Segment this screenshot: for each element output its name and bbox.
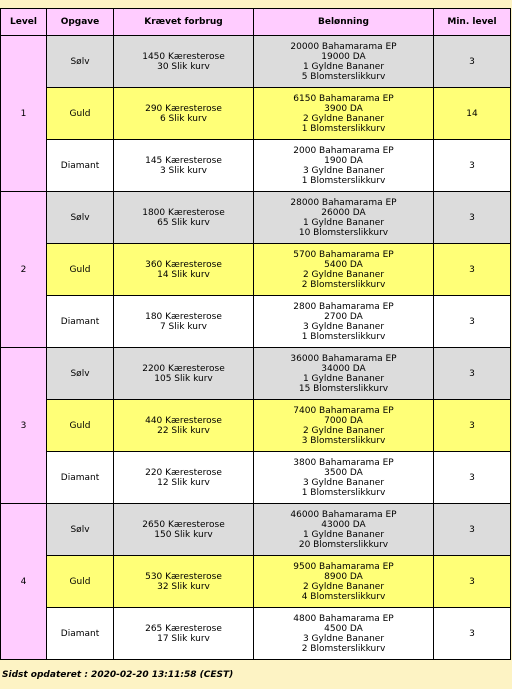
level-cell: 4: [1, 504, 47, 660]
belonning-cell: [254, 192, 434, 244]
belonning-cell-line: 7400 Bahamarama EP: [293, 405, 394, 416]
belonning-cell-line: 4 Blomsterslikkurv: [301, 591, 386, 602]
belonning-cell-line: 2 Gyldne Bananer: [302, 113, 385, 124]
forbrug-cell: [114, 88, 254, 140]
table-row: [1, 400, 511, 452]
quest-table: [0, 8, 511, 660]
forbrug-cell: [114, 452, 254, 504]
last-updated-text: Sidst opdateret : 2020-02-20 13:11:58 (CEST): [2, 670, 234, 680]
table-row: [1, 140, 511, 192]
forbrug-cell: [114, 608, 254, 660]
belonning-cell: [254, 36, 434, 88]
header-forbrug: Krævet forbrug: [114, 9, 254, 36]
forbrug-cell: [114, 400, 254, 452]
table-row: [1, 296, 511, 348]
belonning-cell-line: 2 Blomsterslikkurv: [301, 279, 386, 290]
table-header-row: [1, 9, 511, 36]
min-level-cell: 3: [434, 556, 511, 608]
forbrug-cell-line: 22 Slik kurv: [157, 425, 210, 436]
forbrug-cell-line: 145 Kæresterose: [145, 155, 222, 166]
belonning-cell-line: 2800 Bahamarama EP: [293, 301, 394, 312]
table-row: [1, 244, 511, 296]
forbrug-cell: [114, 192, 254, 244]
forbrug-cell-line: 3 Slik kurv: [159, 165, 208, 176]
belonning-cell-line: 19000 DA: [321, 51, 366, 62]
forbrug-cell-line: 2200 Kæresterose: [142, 363, 225, 374]
min-level-cell: 3: [434, 400, 511, 452]
belonning-cell-line: 1 Gyldne Bananer: [302, 373, 385, 384]
table-row: [1, 452, 511, 504]
level-cell: 3: [1, 348, 47, 504]
min-level-cell: 3: [434, 504, 511, 556]
forbrug-cell: [114, 504, 254, 556]
forbrug-cell: [114, 36, 254, 88]
forbrug-cell: [114, 556, 254, 608]
forbrug-cell-line: 530 Kæresterose: [145, 571, 222, 582]
table-row: [1, 192, 511, 244]
opgave-cell: Guld: [47, 556, 114, 608]
belonning-cell-line: 43000 DA: [321, 519, 366, 530]
forbrug-cell-line: 30 Slik kurv: [157, 61, 210, 72]
forbrug-cell-line: 150 Slik kurv: [154, 529, 213, 540]
belonning-cell-line: 2000 Bahamarama EP: [293, 145, 394, 156]
belonning-cell-line: 3 Gyldne Bananer: [302, 633, 385, 644]
belonning-cell: [254, 452, 434, 504]
table-row: [1, 608, 511, 660]
opgave-cell: Diamant: [47, 608, 114, 660]
level-cell: 2: [1, 192, 47, 348]
belonning-cell: [254, 88, 434, 140]
belonning-cell-line: 28000 Bahamarama EP: [290, 197, 397, 208]
belonning-cell-line: 1 Blomsterslikkurv: [301, 331, 386, 342]
min-level-cell: 3: [434, 608, 511, 660]
belonning-cell: [254, 140, 434, 192]
belonning-cell-line: 3 Gyldne Bananer: [302, 321, 385, 332]
header-min-level: Min. level: [434, 9, 511, 36]
opgave-cell: Guld: [47, 88, 114, 140]
forbrug-cell-line: 6 Slik kurv: [159, 113, 208, 124]
forbrug-cell-line: 12 Slik kurv: [157, 477, 210, 488]
belonning-cell-line: 7000 DA: [324, 415, 363, 426]
forbrug-cell-line: 7 Slik kurv: [159, 321, 208, 332]
opgave-cell: Sølv: [47, 504, 114, 556]
opgave-cell: Diamant: [47, 452, 114, 504]
min-level-cell: 3: [434, 348, 511, 400]
forbrug-cell-line: 105 Slik kurv: [154, 373, 213, 384]
forbrug-cell-line: 265 Kæresterose: [145, 623, 222, 634]
belonning-cell: [254, 504, 434, 556]
belonning-cell-line: 1 Gyldne Bananer: [302, 529, 385, 540]
opgave-cell: Diamant: [47, 296, 114, 348]
forbrug-cell: [114, 296, 254, 348]
forbrug-cell-line: 220 Kæresterose: [145, 467, 222, 478]
level-cell: 1: [1, 36, 47, 192]
min-level-cell: 3: [434, 452, 511, 504]
forbrug-cell-line: 32 Slik kurv: [157, 581, 210, 592]
belonning-cell: [254, 348, 434, 400]
opgave-cell: Sølv: [47, 192, 114, 244]
belonning-cell-line: 3 Gyldne Bananer: [302, 165, 385, 176]
table-row: [1, 556, 511, 608]
header-belonning: Belønning: [254, 9, 434, 36]
forbrug-cell-line: 1450 Kæresterose: [142, 51, 225, 62]
belonning-cell-line: 15 Blomsterslikkurv: [298, 383, 389, 394]
min-level-cell: 14: [434, 88, 511, 140]
min-level-cell: 3: [434, 244, 511, 296]
belonning-cell-line: 3500 DA: [324, 467, 363, 478]
belonning-cell: [254, 244, 434, 296]
min-level-cell: 3: [434, 140, 511, 192]
forbrug-cell-line: 440 Kæresterose: [145, 415, 222, 426]
belonning-cell-line: 10 Blomsterslikkurv: [298, 227, 389, 238]
belonning-cell-line: 5700 Bahamarama EP: [293, 249, 394, 260]
belonning-cell-line: 9500 Bahamarama EP: [293, 561, 394, 572]
table-body: [1, 36, 511, 660]
belonning-cell-line: 2700 DA: [324, 311, 363, 322]
forbrug-cell: [114, 244, 254, 296]
forbrug-cell-line: 17 Slik kurv: [157, 633, 210, 644]
belonning-cell-line: 26000 DA: [321, 207, 366, 218]
table-row: [1, 36, 511, 88]
belonning-cell-line: 36000 Bahamarama EP: [290, 353, 397, 364]
header-opgave: Opgave: [47, 9, 114, 36]
opgave-cell: Sølv: [47, 348, 114, 400]
forbrug-cell-line: 180 Kæresterose: [145, 311, 222, 322]
belonning-cell: [254, 296, 434, 348]
belonning-cell-line: 8900 DA: [324, 571, 363, 582]
belonning-cell: [254, 556, 434, 608]
belonning-cell-line: 3 Gyldne Bananer: [302, 477, 385, 488]
belonning-cell-line: 20000 Bahamarama EP: [290, 41, 397, 52]
belonning-cell-line: 2 Gyldne Bananer: [302, 581, 385, 592]
belonning-cell-line: 1 Gyldne Bananer: [302, 61, 385, 72]
belonning-cell-line: 1 Gyldne Bananer: [302, 217, 385, 228]
min-level-cell: 3: [434, 296, 511, 348]
table-row: [1, 504, 511, 556]
forbrug-cell-line: 2650 Kæresterose: [142, 519, 225, 530]
belonning-cell-line: 1900 DA: [324, 155, 363, 166]
forbrug-cell: [114, 140, 254, 192]
belonning-cell-line: 3 Blomsterslikkurv: [301, 435, 386, 446]
forbrug-cell-line: 290 Kæresterose: [145, 103, 222, 114]
min-level-cell: 3: [434, 192, 511, 244]
opgave-cell: Guld: [47, 244, 114, 296]
belonning-cell-line: 20 Blomsterslikkurv: [298, 539, 389, 550]
belonning-cell-line: 1 Blomsterslikkurv: [301, 123, 386, 134]
forbrug-cell-line: 1800 Kæresterose: [142, 207, 225, 218]
forbrug-cell-line: 360 Kæresterose: [145, 259, 222, 270]
table-row: [1, 348, 511, 400]
belonning-cell-line: 5 Blomsterslikkurv: [301, 71, 386, 82]
forbrug-cell-line: 14 Slik kurv: [157, 269, 210, 280]
opgave-cell: Guld: [47, 400, 114, 452]
belonning-cell-line: 4500 DA: [324, 623, 363, 634]
forbrug-cell-line: 65 Slik kurv: [157, 217, 210, 228]
belonning-cell: [254, 608, 434, 660]
belonning-cell-line: 46000 Bahamarama EP: [290, 509, 397, 520]
belonning-cell-line: 2 Blomsterslikkurv: [301, 643, 386, 654]
belonning-cell-line: 2 Gyldne Bananer: [302, 269, 385, 280]
belonning-cell-line: 2 Gyldne Bananer: [302, 425, 385, 436]
belonning-cell-line: 5400 DA: [324, 259, 363, 270]
table-row: [1, 88, 511, 140]
belonning-cell: [254, 400, 434, 452]
min-level-cell: 3: [434, 36, 511, 88]
forbrug-cell: [114, 348, 254, 400]
opgave-cell: Sølv: [47, 36, 114, 88]
opgave-cell: Diamant: [47, 140, 114, 192]
belonning-cell-line: 3900 DA: [324, 103, 363, 114]
belonning-cell-line: 34000 DA: [321, 363, 366, 374]
belonning-cell-line: 1 Blomsterslikkurv: [301, 487, 386, 498]
belonning-cell-line: 1 Blomsterslikkurv: [301, 175, 386, 186]
belonning-cell-line: 3800 Bahamarama EP: [293, 457, 394, 468]
belonning-cell-line: 6150 Bahamarama EP: [293, 93, 394, 104]
belonning-cell-line: 4800 Bahamarama EP: [293, 613, 394, 624]
header-level: Level: [1, 9, 47, 36]
